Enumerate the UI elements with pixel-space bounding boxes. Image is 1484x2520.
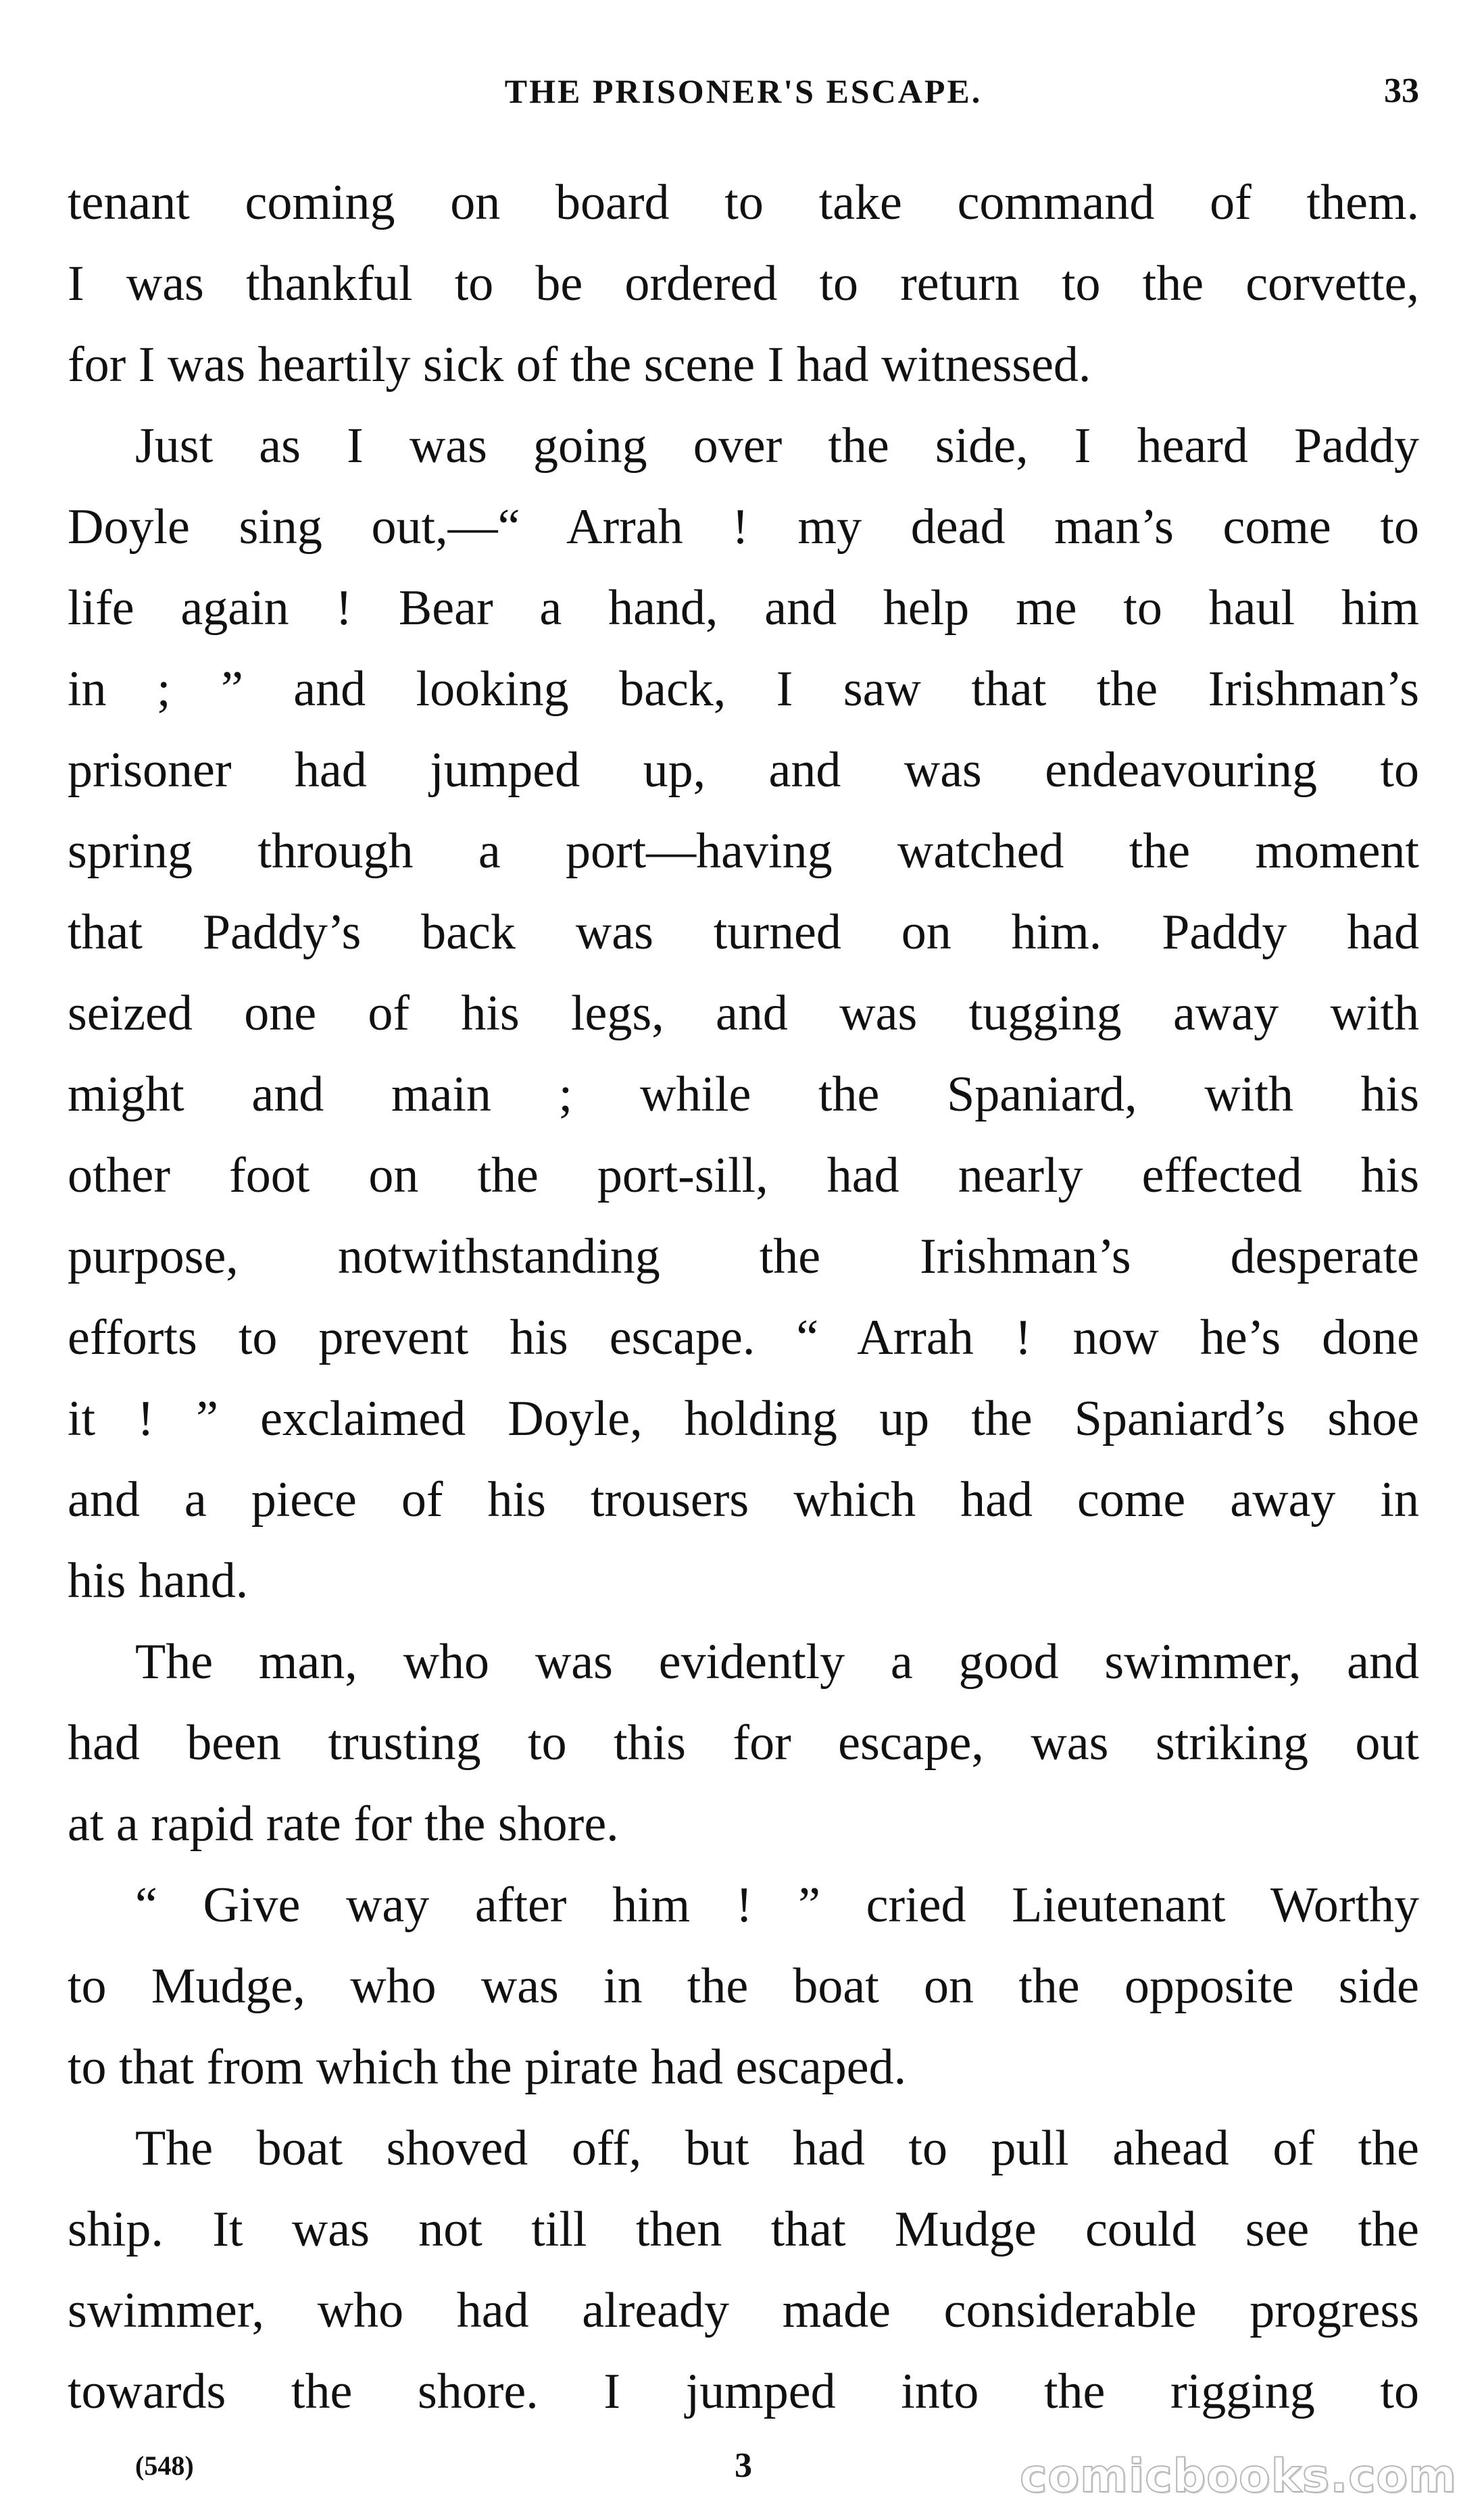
text-line: had been trusting to this for escape, was striking out — [68, 1715, 1419, 1771]
text-line: to that from which the pirate had escaped. — [68, 2040, 907, 2095]
text-line: seized one of his legs, and was tugging away with — [68, 986, 1419, 1041]
text-line: purpose, notwithstanding the Irishman’s desperate — [68, 1229, 1419, 1284]
text-line: ship. It was not till then that Mudge could see the — [68, 2202, 1419, 2257]
text-line: prisoner had jumped up, and was endeavouring to — [68, 742, 1419, 798]
text-line: efforts to prevent his escape. “ Arrah ! now he’s done — [68, 1310, 1419, 1365]
text-line: for I was heartily sick of the scene I had witnessed. — [68, 337, 1091, 393]
text-line: swimmer, who had already made considerable progress — [68, 2283, 1419, 2338]
text-line: “ Give way after him ! ” cried Lieutenant Worthy — [135, 1878, 1419, 1933]
body-text — [68, 162, 1419, 2432]
text-line: that Paddy’s back was turned on him. Paddy had — [68, 905, 1419, 960]
text-line: I was thankful to be ordered to return to the corvette, — [68, 256, 1419, 311]
text-line: spring through a port—having watched the moment — [68, 824, 1419, 879]
watermark-logo: comicbooks.com — [1019, 2450, 1457, 2503]
paragraph — [68, 1621, 1419, 1865]
paragraph — [68, 1865, 1419, 2108]
text-line: it ! ” exclaimed Doyle, holding up the Spaniard’s shoe — [68, 1391, 1419, 1446]
page-number: 33 — [1384, 72, 1419, 110]
text-line: in ; ” and looking back, I saw that the Irishman’s — [68, 661, 1419, 717]
text-line: at a rapid rate for the shore. — [68, 1796, 619, 1852]
paragraph — [68, 2108, 1419, 2432]
paragraph — [68, 405, 1419, 1621]
running-head — [68, 64, 1419, 118]
text-line: Doyle sing out,—“ Arrah ! my dead man’s come to — [68, 499, 1419, 555]
text-line: The boat shoved off, but had to pull ahead of the — [135, 2121, 1419, 2176]
running-title: THE PRISONER'S ESCAPE. — [504, 72, 983, 110]
text-line: The man, who was evidently a good swimmer, and — [135, 1634, 1419, 1690]
text-line: other foot on the port-sill, had nearly effected his — [68, 1148, 1419, 1203]
signature-mark: 3 — [735, 2446, 752, 2485]
text-line: towards the shore. I jumped into the rigging to — [68, 2364, 1419, 2419]
text-line: Just as I was going over the side, I heard Paddy — [135, 418, 1419, 474]
text-line: and a piece of his trousers which had come away in — [68, 1472, 1419, 1528]
text-line: his hand. — [68, 1553, 249, 1609]
text-line: to Mudge, who was in the boat on the opposite side — [68, 1959, 1419, 2014]
text-line: life again ! Bear a hand, and help me to haul him — [68, 580, 1419, 636]
paragraph — [68, 162, 1419, 405]
text-line: tenant coming on board to take command of them. — [68, 175, 1419, 230]
text-line: might and main ; while the Spaniard, with his — [68, 1067, 1419, 1122]
printer-mark: (548) — [135, 2450, 194, 2481]
